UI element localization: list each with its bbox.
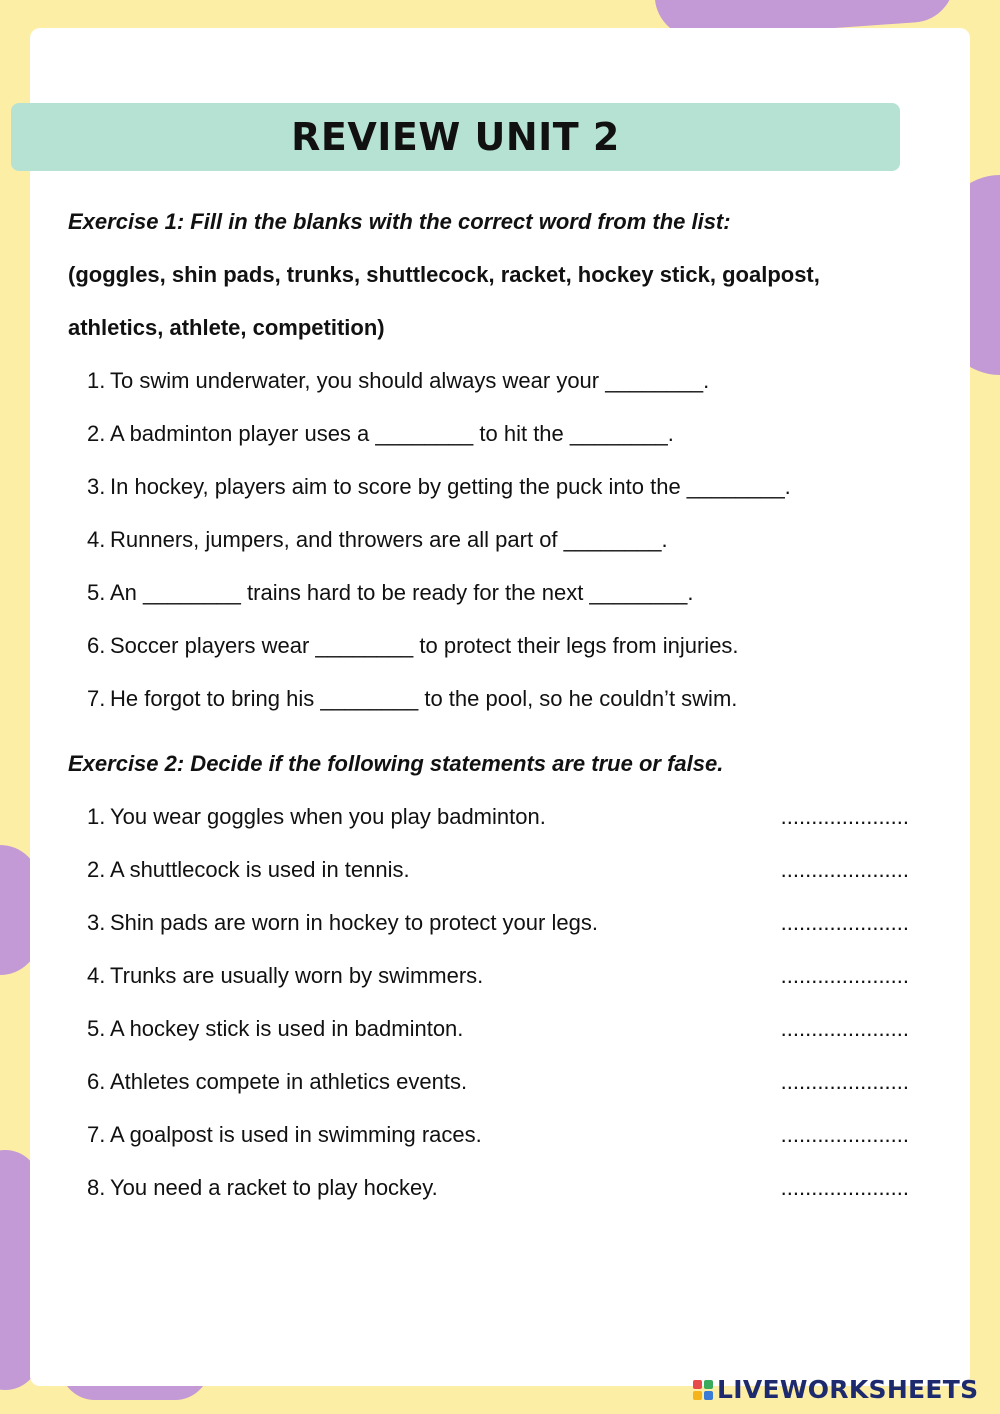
item-text: An ________ trains hard to be ready for the next ________.: [110, 580, 694, 605]
item-text: Trunks are usually worn by swimmers.: [110, 963, 484, 988]
item-number: 1.: [87, 368, 106, 393]
item-number: 4.: [87, 963, 106, 988]
item-number: 8.: [87, 1175, 106, 1200]
item-text: You need a racket to play hockey.: [110, 1175, 438, 1200]
answer-blank[interactable]: .....................: [780, 857, 909, 882]
item-text: A badminton player uses a ________ to hit the ________.: [110, 421, 674, 446]
answer-blank[interactable]: .....................: [780, 804, 909, 829]
item-text: Shin pads are worn in hockey to protect your legs.: [110, 910, 598, 935]
item-number: 5.: [87, 1016, 106, 1041]
item-text: A shuttlecock is used in tennis.: [110, 857, 410, 882]
item-number: 1.: [87, 804, 106, 829]
fill-blank-item: [68, 513, 928, 566]
item-number: 7.: [87, 686, 106, 711]
exercise-1-list: [68, 354, 928, 725]
true-false-item: [68, 949, 909, 1002]
true-false-item: [68, 843, 909, 896]
item-number: 3.: [87, 910, 106, 935]
true-false-item: [68, 1108, 909, 1161]
item-text: To swim underwater, you should always wear your ________.: [110, 368, 710, 393]
item-text: He forgot to bring his ________ to the pool, so he couldn’t swim.: [110, 686, 738, 711]
word-list-line: athletics, athlete, competition): [68, 315, 385, 340]
item-number: 2.: [87, 421, 106, 446]
item-text: Athletes compete in athletics events.: [110, 1069, 468, 1094]
brand-name: LIVEWORKSHEETS: [717, 1375, 979, 1404]
fill-blank-item: [68, 672, 928, 725]
item-text: A goalpost is used in swimming races.: [110, 1122, 482, 1147]
exercise-2-heading: Exercise 2: Decide if the following statements are true or false.: [68, 751, 724, 776]
item-text: You wear goggles when you play badminton.: [110, 804, 546, 829]
answer-blank[interactable]: .....................: [780, 1016, 909, 1041]
worksheet-content: [68, 195, 928, 1214]
logo-grid-icon: [693, 1380, 713, 1400]
item-text: Runners, jumpers, and throwers are all part of ________.: [110, 527, 668, 552]
answer-blank[interactable]: .....................: [780, 963, 909, 988]
liveworksheets-logo[interactable]: [693, 1375, 978, 1404]
word-list-line: (goggles, shin pads, trunks, shuttlecock, racket, hockey stick, goalpost,: [68, 262, 820, 287]
fill-blank-item: [68, 566, 928, 619]
item-number: 6.: [87, 1069, 106, 1094]
answer-blank[interactable]: .....................: [780, 1069, 909, 1094]
true-false-item: [68, 790, 909, 843]
answer-blank[interactable]: .....................: [780, 1175, 909, 1200]
true-false-item: [68, 1161, 909, 1214]
item-text: Soccer players wear ________ to protect their legs from injuries.: [110, 633, 739, 658]
true-false-item: [68, 896, 909, 949]
fill-blank-item: [68, 407, 928, 460]
item-text: In hockey, players aim to score by getting the puck into the ________.: [110, 474, 791, 499]
item-number: 3.: [87, 474, 106, 499]
fill-blank-item: [68, 619, 928, 672]
answer-blank[interactable]: .....................: [780, 1122, 909, 1147]
answer-blank[interactable]: .....................: [780, 910, 909, 935]
fill-blank-item: [68, 354, 928, 407]
item-number: 4.: [87, 527, 106, 552]
true-false-item: [68, 1055, 909, 1108]
true-false-item: [68, 1002, 909, 1055]
item-number: 5.: [87, 580, 106, 605]
item-number: 2.: [87, 857, 106, 882]
item-number: 6.: [87, 633, 106, 658]
item-text: A hockey stick is used in badminton.: [110, 1016, 464, 1041]
exercise-1-heading: Exercise 1: Fill in the blanks with the correct word from the list:: [68, 209, 731, 234]
item-number: 7.: [87, 1122, 106, 1147]
exercise-2-list: [68, 790, 928, 1214]
fill-blank-item: [68, 460, 928, 513]
title-banner: [11, 103, 900, 171]
page-title: REVIEW UNIT 2: [291, 115, 620, 159]
